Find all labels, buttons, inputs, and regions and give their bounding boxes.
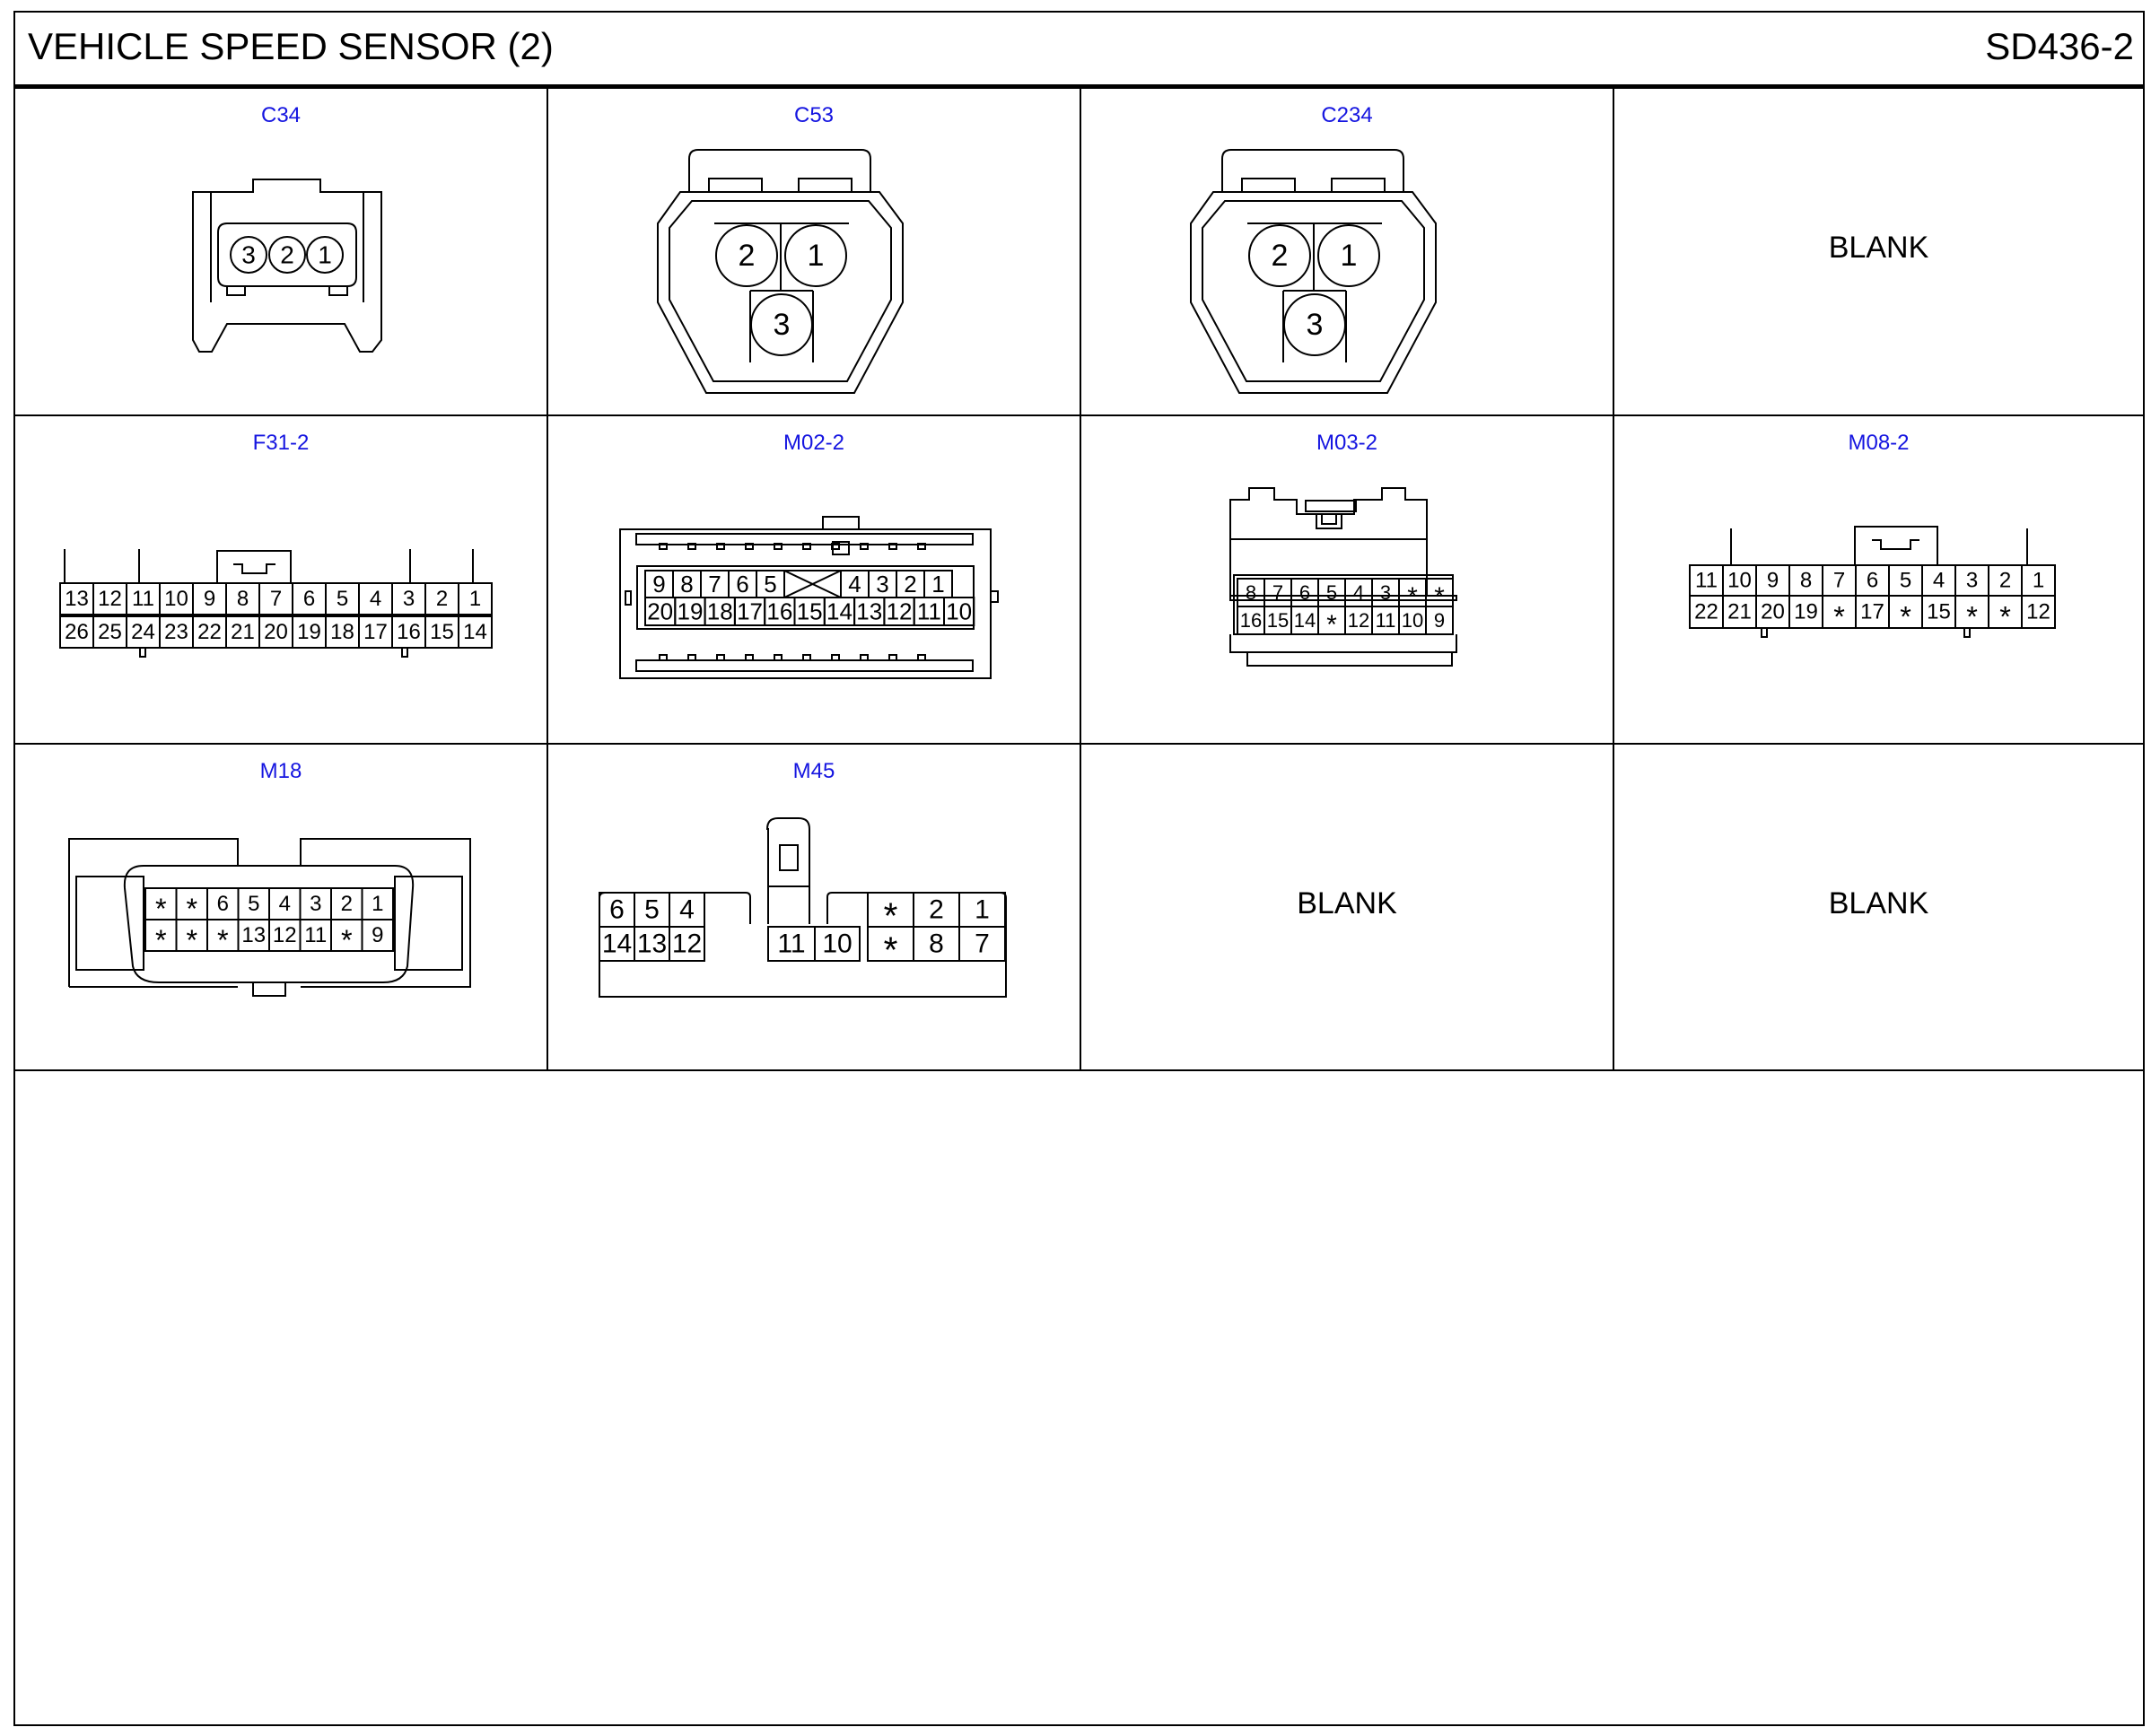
pin-label: 1 (931, 571, 945, 598)
housing-slot (803, 655, 810, 660)
pin-label: * (186, 892, 198, 925)
connector-label: M45 (792, 759, 835, 783)
pin-label: 22 (1694, 599, 1718, 624)
pin-label: 3 (310, 892, 322, 916)
pin-label: 3 (241, 240, 256, 269)
pin-label: 5 (336, 587, 349, 611)
cell-m02-2 (548, 416, 1081, 745)
pin-label: * (154, 923, 167, 956)
pin-label: 15 (1266, 609, 1290, 632)
pin-label: 24 (131, 620, 155, 644)
pin-label: 5 (644, 894, 660, 925)
pin-label: 20 (264, 620, 288, 644)
pin-label: 8 (1799, 568, 1813, 593)
connector-c53-drawing (548, 89, 1081, 416)
pin-label: 13 (241, 923, 267, 947)
pin-label: 12 (2026, 599, 2050, 624)
diagram-sheet (13, 11, 2145, 1726)
pin-label: 2 (738, 239, 756, 273)
housing-tab (402, 648, 407, 657)
pin-label: 5 (248, 892, 260, 916)
pin-label: 14 (826, 598, 853, 625)
pin-label: 21 (1727, 599, 1752, 624)
pin-label: 8 (1245, 581, 1257, 604)
pin-label: 15 (1927, 599, 1951, 624)
pin-label: 14 (601, 929, 633, 959)
pin-label: 1 (372, 892, 384, 916)
housing-slot (746, 655, 753, 660)
pin-label: 3 (1379, 581, 1392, 604)
housing-outline (709, 179, 762, 192)
pin-label: 6 (1866, 568, 1879, 593)
connector-m08-2-drawing (1614, 416, 2143, 745)
housing-rail (395, 877, 462, 970)
pin-label: * (1407, 581, 1418, 612)
housing-slot (660, 544, 667, 549)
pin-label: 9 (1766, 568, 1779, 593)
housing-outline (1855, 527, 1937, 565)
pin-label: * (1966, 600, 1978, 633)
pin-label: 2 (1271, 239, 1289, 273)
pin-label: 19 (1794, 599, 1818, 624)
pin-label: 18 (330, 620, 354, 644)
pin-label: 18 (706, 598, 733, 625)
housing-outline (658, 192, 903, 393)
housing-slot (889, 655, 896, 660)
pin-label: 17 (1860, 599, 1884, 624)
connector-m18-drawing (15, 745, 548, 1071)
pin-label: 12 (98, 587, 122, 611)
pin-label: 14 (463, 620, 487, 644)
pin-label: 25 (98, 620, 122, 644)
pin-label: 19 (297, 620, 321, 644)
pin-label: 19 (677, 598, 704, 625)
pin-label: 11 (1695, 568, 1718, 593)
connector-label: F31-2 (252, 431, 310, 455)
pin-label: 4 (679, 894, 695, 925)
pin-label: 20 (1761, 599, 1785, 624)
connector-m02-2-drawing (548, 416, 1081, 745)
pin-label: 17 (737, 598, 764, 625)
page-title: VEHICLE SPEED SENSOR (2) (28, 25, 554, 67)
housing-outline (1247, 652, 1452, 666)
pin-label: 1 (807, 239, 825, 273)
pin-label: 6 (1298, 581, 1311, 604)
housing-latch (1306, 501, 1356, 511)
connector-label: C53 (793, 103, 835, 127)
housing-slot (660, 655, 667, 660)
connector-label: M02-2 (783, 431, 845, 455)
housing-slot (717, 544, 724, 549)
pin-label: 1 (468, 587, 482, 611)
pin-label: 10 (1401, 609, 1424, 632)
pin-label: 7 (1832, 568, 1846, 593)
housing-slot (918, 544, 925, 549)
pin-label: 9 (1433, 609, 1446, 632)
pin-label: 16 (1239, 609, 1263, 632)
pin-label: 12 (886, 598, 913, 625)
housing-slot (918, 655, 925, 660)
pin-label: 13 (856, 598, 883, 625)
housing-slot (688, 544, 695, 549)
connector-c34-drawing (15, 89, 548, 416)
empty-area (15, 1071, 2143, 1724)
housing-tab (253, 982, 285, 996)
housing-outline (1191, 192, 1436, 393)
pin-label: 16 (397, 620, 421, 644)
housing-outline (1222, 150, 1403, 192)
pin-label: 10 (822, 929, 853, 959)
cell-c53 (548, 89, 1081, 416)
blank-label: BLANK (1828, 231, 1929, 265)
housing-slot (774, 544, 782, 549)
pin-label: 13 (636, 929, 668, 959)
housing-outline (227, 286, 245, 295)
pin-label: 20 (647, 598, 674, 625)
pin-label: 10 (946, 598, 973, 625)
pin-label: 9 (372, 923, 384, 947)
pin-label: 1 (1340, 239, 1358, 273)
pin-label: 4 (369, 587, 382, 611)
cell-m18 (15, 745, 548, 1071)
housing-tab (625, 591, 631, 605)
pin-label: 26 (65, 620, 89, 644)
housing-slot (832, 655, 839, 660)
pin-label: * (186, 923, 198, 956)
cell-f31-2 (15, 416, 548, 745)
housing-rail (76, 877, 144, 970)
pin-label: * (883, 929, 898, 971)
pin-label: 11 (916, 598, 941, 625)
housing-outline (329, 286, 347, 295)
pin-label: 16 (766, 598, 793, 625)
pin-label: 4 (848, 571, 861, 598)
pin-label: 6 (736, 571, 749, 598)
housing-slot (889, 544, 896, 549)
cell-blank-2 (1081, 745, 1614, 1071)
header-bar (15, 13, 2143, 89)
housing-outline (1872, 540, 1919, 549)
cell-blank-1 (1614, 89, 2143, 416)
pin-label: 7 (708, 571, 721, 598)
pin-label: 10 (164, 587, 188, 611)
connector-label: C234 (1321, 103, 1373, 127)
pin-label: 7 (269, 587, 283, 611)
pin-label: 1 (975, 894, 990, 925)
page-code: SD436-2 (1985, 25, 2134, 67)
cell-m08-2 (1614, 416, 2143, 745)
pin-label: 14 (1293, 609, 1316, 632)
pin-label: 1 (318, 240, 332, 269)
pin-label: 2 (435, 587, 449, 611)
blank-label: BLANK (1828, 886, 1929, 920)
housing-outline (1242, 179, 1295, 192)
housing-outline (301, 839, 470, 987)
pin-label: 12 (1347, 609, 1370, 632)
housing-slot (803, 544, 810, 549)
pin-label: 6 (216, 892, 229, 916)
pin-label: 17 (363, 620, 388, 644)
connector-m45-drawing (548, 745, 1081, 1071)
pin-label: 3 (1965, 568, 1979, 593)
pin-label: 4 (278, 892, 291, 916)
housing-outline (823, 517, 859, 529)
pin-label: 2 (280, 240, 294, 269)
pin-label: 21 (231, 620, 255, 644)
pin-label: 9 (203, 587, 216, 611)
housing-outline (1316, 515, 1342, 528)
pin-label: 11 (132, 587, 154, 611)
pin-label: 22 (197, 620, 222, 644)
housing-slot (774, 655, 782, 660)
pin-label: * (216, 923, 229, 956)
pin-label: 2 (1998, 568, 2012, 593)
connector-f31-2-drawing (15, 416, 548, 745)
pin-label: 1 (2032, 568, 2045, 593)
housing-outline (1322, 515, 1336, 524)
housing-tab (991, 591, 998, 602)
housing-outline (69, 839, 238, 987)
pin-label: * (1434, 581, 1445, 612)
housing-tab (1762, 628, 1767, 637)
housing-tab (140, 648, 145, 657)
cell-m03-2 (1081, 416, 1614, 745)
housing-slot (688, 655, 695, 660)
pin-label: 11 (1375, 609, 1396, 632)
connector-m03-2-drawing (1081, 416, 1614, 745)
connector-c234-drawing (1081, 89, 1614, 416)
pin-label: * (1999, 600, 2011, 633)
pin-label: * (154, 892, 167, 925)
pin-label: 10 (1727, 568, 1752, 593)
pin-label: 2 (340, 892, 353, 916)
housing-rail (636, 660, 973, 671)
pin-label: 2 (929, 894, 944, 925)
cell-c34 (15, 89, 548, 416)
pin-label: * (1833, 600, 1845, 633)
pin-label: 6 (609, 894, 625, 925)
pin-label: 8 (680, 571, 694, 598)
pin-label: 12 (671, 929, 703, 959)
cell-c234 (1081, 89, 1614, 416)
pin-label: 4 (1352, 581, 1365, 604)
housing-slot (717, 655, 724, 660)
pin-label: 5 (1899, 568, 1912, 593)
housing-slot (861, 544, 868, 549)
pin-label: 8 (929, 929, 944, 959)
pin-label: 12 (272, 923, 297, 947)
pin-label: 3 (773, 308, 791, 342)
cell-m45 (548, 745, 1081, 1071)
pin-label: 5 (1325, 581, 1338, 604)
pin-label: 3 (402, 587, 415, 611)
housing-outline (799, 179, 852, 192)
pin-label: 3 (1306, 308, 1324, 342)
pin-label: 11 (777, 929, 806, 959)
housing-slot (746, 544, 753, 549)
connector-label: M03-2 (1316, 431, 1378, 455)
housing-outline (689, 150, 870, 192)
pin-label: 4 (1932, 568, 1946, 593)
pin-label: 9 (652, 571, 666, 598)
pin-label: 6 (302, 587, 316, 611)
housing-outline (1230, 634, 1456, 652)
housing-outline (233, 564, 275, 573)
housing-slot (861, 655, 868, 660)
connector-label: C34 (260, 103, 302, 127)
housing-latch (780, 845, 798, 870)
pin-label: 15 (796, 598, 823, 625)
pin-label: 5 (764, 571, 777, 598)
pin-label: 7 (975, 929, 990, 959)
pin-label: 2 (904, 571, 917, 598)
pin-label: 8 (236, 587, 249, 611)
pin-label: 13 (65, 587, 89, 611)
pin-label: * (1326, 609, 1337, 640)
pin-label: * (340, 923, 353, 956)
housing-outline (1332, 179, 1385, 192)
pin-label: 11 (304, 923, 328, 947)
pin-label: 15 (430, 620, 454, 644)
pin-label: 7 (1272, 581, 1284, 604)
connector-label: M08-2 (1848, 431, 1910, 455)
pin-label: * (883, 894, 898, 937)
blank-label: BLANK (1297, 886, 1397, 920)
connector-label: M18 (259, 759, 302, 783)
pin-label: * (1900, 600, 1911, 633)
housing-outline (217, 551, 291, 583)
pin-label: 23 (164, 620, 188, 644)
pin-label: 3 (876, 571, 889, 598)
cell-blank-3 (1614, 745, 2143, 1071)
